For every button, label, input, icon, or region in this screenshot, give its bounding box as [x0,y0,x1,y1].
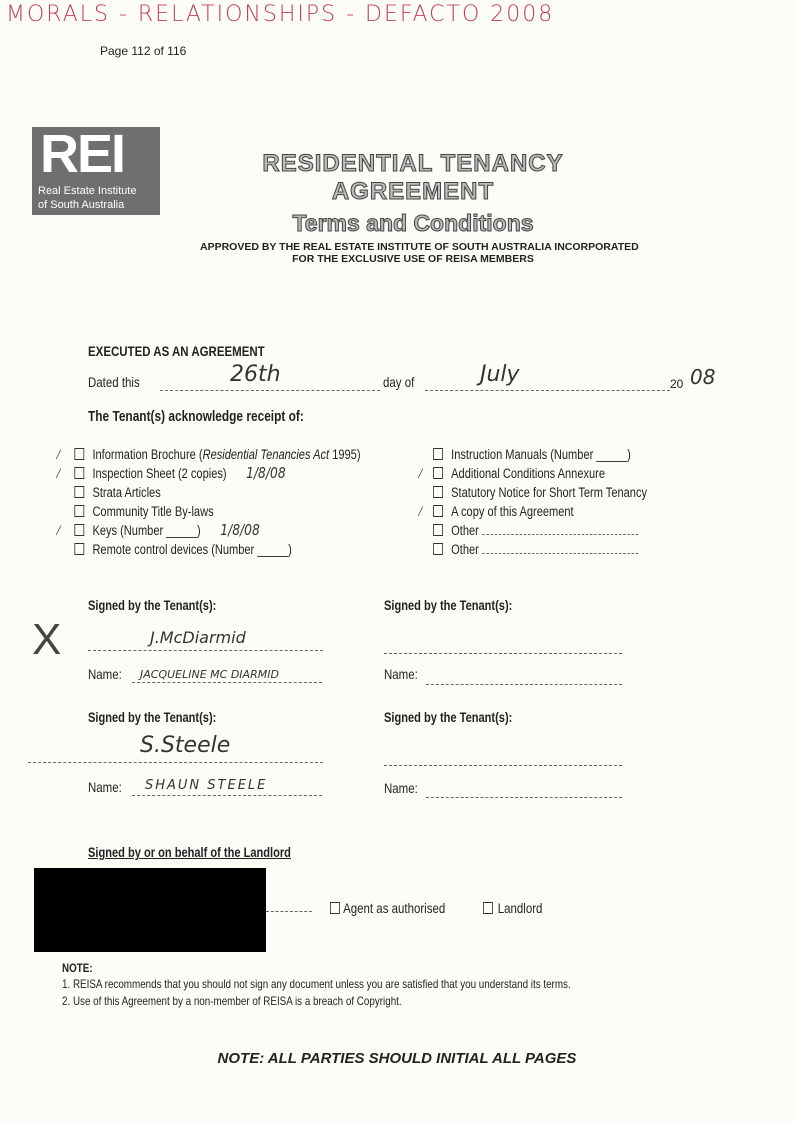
landlord-signature-line [266,911,312,912]
tenant4-name-line [426,797,622,798]
year-prefix: 20 [670,377,684,391]
checkbox[interactable] [433,486,443,498]
approved-line2: FOR THE EXCLUSIVE USE OF REISA MEMBERS [292,253,534,265]
receipt-item-label: Community Title By-laws [92,504,214,519]
checkbox[interactable] [433,543,443,555]
receipt-item-label: Other [451,523,479,538]
tenant2-signed-label: Signed by the Tenant(s): [88,710,217,725]
tick-mark: ⁄ [58,447,60,462]
receipt-item[interactable] [420,522,638,539]
tick-mark: ⁄ [420,466,422,481]
footer-note: NOTE: ALL PARTIES SHOULD INITIAL ALL PAGES [217,1050,577,1067]
tenant1-signature-line [88,650,323,651]
checkbox[interactable] [74,524,84,536]
receipt-item-label: Keys (Number _____) [92,523,201,538]
handwritten-annotation: MORALS - RELATIONSHIPS - DEFACTO 2008 [6,2,555,27]
note-item-2: 2. Use of this Agreement by a non-member of REISA is a breach of Copyright. [62,994,402,1008]
receipt-item-label: Other [451,542,479,557]
tenant4-signed-label: Signed by the Tenant(s): [384,710,513,725]
tenant3-signed-label: Signed by the Tenant(s): [384,598,513,613]
tick-mark: ⁄ [58,523,60,538]
receipt-item-label: Strata Articles [92,485,161,500]
tenant2-name-line [132,795,322,796]
receipt-item[interactable] [58,522,260,539]
tick-mark: ⁄ [420,504,422,519]
approved-line1: APPROVED BY THE REAL ESTATE INSTITUTE OF SOUTH AUSTRALIA INCORPORATED [200,241,639,253]
receipt-item[interactable] [420,484,647,501]
checkbox[interactable] [330,902,340,914]
month-value[interactable]: July [480,362,520,387]
notes-heading [62,961,93,975]
tenant1-signed-label: Signed by the Tenant(s): [88,598,217,613]
checkbox[interactable] [433,448,443,460]
dated-this-label: Dated this [88,374,140,390]
redaction-box [34,868,266,952]
receipt-item[interactable] [58,465,286,482]
checkbox[interactable] [74,543,84,555]
receipt-item[interactable] [420,446,631,463]
tick-mark: ⁄ [58,466,60,481]
title-line2: AGREEMENT [331,178,495,205]
receipt-item-label: Inspection Sheet (2 copies) [92,466,227,481]
tenant4-signature-line [384,765,622,766]
logo-line2: of South Australia [38,199,125,211]
checkbox[interactable] [74,467,84,479]
receipt-item-italic: Residential Tenancies Act [202,447,330,462]
receipt-item[interactable] [58,484,177,501]
receipt-item-label: Instruction Manuals (Number _____) [451,447,631,462]
receipt-heading: The Tenant(s) acknowledge receipt of: [88,409,304,425]
checkbox[interactable] [433,505,443,517]
tenant2-name-label: Name: [88,779,122,795]
tenant1-name-label: Name: [88,666,122,682]
receipt-item-label: Statutory Notice for Short Term Tenancy [451,485,648,500]
year-value[interactable]: 08 [690,365,716,389]
other-line[interactable] [482,553,638,554]
agent-label: Agent as authorised [343,900,446,916]
tenant2-signature-line [28,762,323,763]
checkbox[interactable] [74,486,84,498]
receipt-item[interactable] [420,503,574,520]
landlord-signed-label: Signed by or on behalf of the Landlord [88,845,291,860]
tenant2-name[interactable]: SHAUN STEELE [145,778,268,793]
receipt-item[interactable] [420,541,638,558]
handwritten-x-mark: X [32,615,62,664]
day-of-label: day of [383,374,415,390]
day-value[interactable]: 26th [230,362,281,387]
checkbox[interactable] [483,902,493,914]
other-line[interactable] [482,534,638,535]
tenant3-name-label: Name: [384,666,418,682]
title-line1: RESIDENTIAL TENANCY [262,150,564,177]
landlord-checkbox[interactable] [483,900,542,916]
tenant4-name-label: Name: [384,780,418,796]
receipt-item-label: A copy of this Agreement [451,504,574,519]
receipt-item-label: Remote control devices (Number _____) [92,542,292,557]
receipt-item[interactable] [58,503,230,520]
receipt-item-suffix: 1995) [329,447,361,462]
tenant2-signature: S.Steele [140,733,231,758]
receipt-item-label: Information Brochure ( [92,447,203,462]
notes-heading-text: NOTE: [62,961,93,975]
logo-letters: REI [40,124,125,184]
month-line [425,390,670,391]
logo-line1: Real Estate Institute [38,185,137,197]
checkbox[interactable] [433,524,443,536]
reisa-logo [32,124,160,215]
day-line [160,390,380,391]
receipt-item[interactable] [58,446,377,463]
landlord-label: Landlord [497,900,543,916]
checkbox[interactable] [433,467,443,479]
receipt-item-label: Additional Conditions Annexure [451,466,606,481]
receipt-item-note: 1/8/08 [246,464,286,482]
executed-heading: EXECUTED AS AN AGREEMENT [88,343,265,359]
subtitle: Terms and Conditions [292,210,534,236]
receipt-item[interactable] [420,465,605,482]
agent-checkbox[interactable] [330,900,445,916]
title-block [200,150,639,265]
page-number: Page 112 of 116 [100,44,187,58]
checkbox[interactable] [74,505,84,517]
receipt-item-note: 1/8/08 [220,521,260,539]
checkbox[interactable] [74,448,84,460]
receipt-item[interactable] [58,541,308,558]
tenant1-signature: J.McDiarmid [150,628,246,647]
tenant1-name-line [132,682,322,683]
tenant1-name[interactable]: JACQUELINE MC DIARMID [140,668,279,681]
tenant3-signature-line [384,653,622,654]
note-item-1: 1. REISA recommends that you should not sign any document unless you are satisfied that you understand its terms. [62,977,571,991]
tenant3-name-line [426,684,622,685]
